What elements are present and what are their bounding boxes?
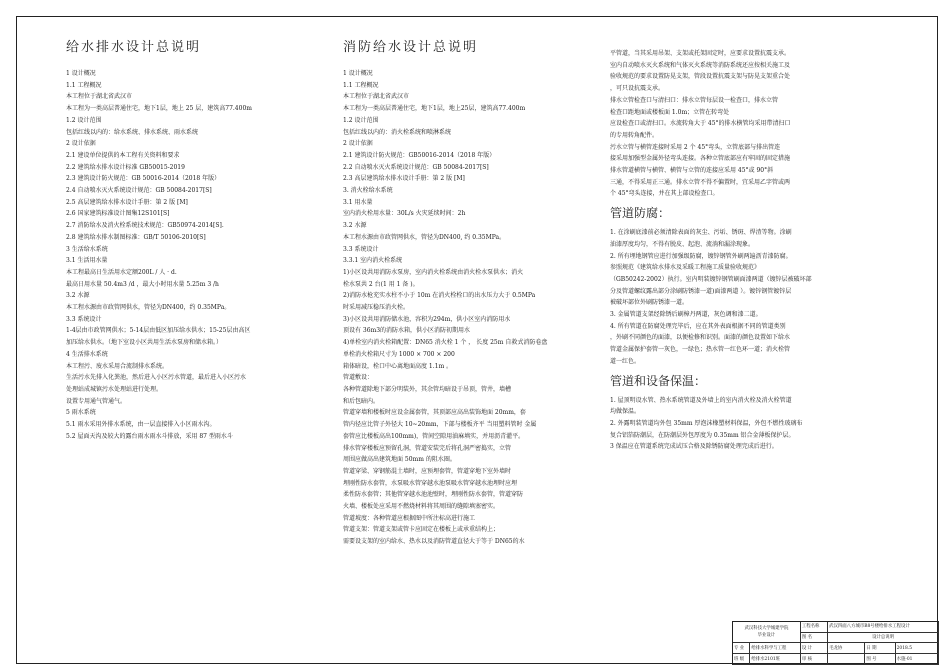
text-line: 检查口距地面或楼板面 1.0m；立管在转弯处: [610, 108, 730, 116]
text-line: 柔性防水套管；其他管穿越水池池壁时，埋刚性防水套管，管道穿防: [343, 491, 524, 499]
text-line: 顶设有 36m3的消防水箱，供小区消防初期用水: [343, 327, 471, 335]
title-block: [732, 621, 939, 665]
text-line: 3.2 水源: [343, 222, 367, 230]
text-line: 的专用转角配件。: [610, 131, 659, 139]
text-line: 管内径应比管子外径大 10~20mm，下部与楼板齐平 当用塑料管时 金属: [343, 421, 537, 429]
text-line: 5.2 屋面天沟及较大的露台雨水雨水斗排放，采用 87 型雨水斗: [66, 432, 233, 440]
insulation-body: [610, 395, 850, 454]
text-line: 1.1 工程概况: [66, 81, 102, 89]
reviewer-label: 审 核: [800, 654, 827, 665]
text-line: 参照规范《建筑给水排水及采暖工程施工质量验收规范》: [610, 264, 761, 272]
text-line: 复合铝箔防潮层，在防潮层外包厚度为 0.35mm 铝合金薄板保护层。: [610, 431, 795, 439]
text-line: 1)小区设共用消防水泵房，室内消火栓系统由消火栓水泵供水；消火: [343, 268, 524, 276]
text-line: 三通，不得采用正三通。排水立管不得不偏置时，宜采用乙字管或两: [610, 178, 791, 186]
text-line: 3)小区设共用消防储水池，容积为294m，供小区室内消防用水: [343, 315, 511, 323]
text-line: 2.5 高层建筑给水排水设计手册：第 2 版 [M]: [66, 198, 188, 206]
text-line: 1. 屋顶明设水管、热水系统管道及外墙上的室内消火栓及消火栓管道: [610, 396, 792, 404]
text-line: 最高日用水量 50.4m3 /d ，最大小时用水量 5.25m 3 /h: [66, 280, 219, 288]
text-line: 3.3 系统设计: [343, 245, 379, 253]
major-label: 专 业: [733, 643, 750, 654]
text-line: 2. 所有埋地钢管应进行加强级防腐，镀锌钢管外刷两遍沥青漆防腐。: [610, 252, 792, 260]
date-label: 日 期: [865, 643, 895, 654]
text-line: 室内自动喷水灭火系统和气体灭火系统等消防系统还应按相关施工及: [610, 61, 791, 69]
text-line: 管道穿墙和楼板时应设金属套管，其顶部应高出装饰地面 20mm，套: [343, 409, 526, 417]
text-line: 2.3 高层建筑给水排水设计手册：第 2 版 [M]: [343, 175, 465, 183]
text-line: 管道穿梁、穿钢筋混土墙时，应预埋套管，管道穿地下室外墙时: [343, 467, 512, 475]
text-line: 应设检查口或清扫口。水流转角大于 45°的排水横管均采用带清扫口: [610, 120, 791, 128]
text-line: 管道支架：管道支架或管卡应固定在楼板上或承重结构上；: [343, 526, 500, 534]
text-line: 2. 外露明装管道均外包 35mm 厚泡沫橡塑材料保温，外包不燃性玻璃布: [610, 419, 803, 427]
insulation-title: 管道和设备保温：: [610, 373, 707, 388]
text-line: 被破坏部位外刷防锈漆一道。: [610, 299, 689, 307]
text-line: 套管应比楼板高出100mm)，管间空隙用油麻填实，并用沥青灌平。: [343, 432, 525, 440]
text-line: 本工程最高日生活用水定额200L / 人 · d.: [66, 268, 177, 276]
text-line: 本工程位于湖北省武汉市: [343, 93, 410, 101]
text-line: 3 生活给水系统: [66, 245, 108, 253]
drawing-label: 图 名: [800, 632, 827, 643]
text-line: 各种管道除地下部分明装外，其余管均暗设于吊顶，管井，墙槽: [343, 385, 512, 393]
text-line: 1 设计概况: [343, 70, 373, 77]
text-line: 需要设支架的室内给水、热水以及消防管道直径大于等于 DN65的水: [343, 538, 525, 546]
text-line: 火墙、楼板处应采用不燃烧材料将其周围的缝隙填塞密实。: [343, 503, 500, 511]
designer-value: 毛龙协: [828, 643, 865, 654]
drawing-name: 设计总说明: [828, 632, 939, 643]
text-line: 栓水泵共 2 台(1 用 1 备 )。: [343, 280, 419, 288]
pipe-notes-continued: [610, 48, 850, 453]
text-line: 1.2 设计范围: [66, 116, 102, 124]
text-line: ，外刷不同颜色的面漆，以便检修和识别。面漆的颜色设置如下给水: [610, 334, 791, 342]
text-line: 生活污水先排入化粪池，然后进入小区污水管道，最后进入小区污水: [66, 374, 247, 382]
text-line: （GB50242-2002）执行。室内明装镀锌钢管刷面漆两道（镀锌层被破坏部: [610, 275, 812, 283]
text-line: 4. 所有管道在防腐处理完毕后，应在其外表面根据不同的管道类别: [610, 322, 786, 330]
project-name: 武汉四面八方城市B8号楼给排水工程设计: [828, 622, 939, 632]
sheet-label: 图 号: [865, 654, 895, 665]
section-title: 消防给水设计总说明: [343, 40, 479, 55]
reviewer-value: [828, 654, 865, 665]
text-line: 本工程为一类高层普通住宅，地下1层，地上25层，建筑高77.400m: [343, 105, 526, 113]
text-line: 3.1 用水量: [343, 198, 373, 206]
text-line: 2 设计依据: [343, 140, 373, 148]
text-line: 管道坡度：各种管道应根据图中所注标高进行施工: [343, 514, 476, 522]
text-line: 本工程污、废水采用合流制排水系统。: [66, 362, 169, 370]
date-value: 2018.5: [895, 643, 938, 654]
text-line: 周围应做高出建筑地面 50mm 的阻水圈。: [343, 456, 456, 464]
text-line: 5 雨水系统: [66, 409, 96, 417]
text-line: 排水管穿楼板应预留孔洞，管道安装完后将孔洞严密捣实，立管: [343, 444, 512, 452]
class-label: 班 级: [733, 654, 750, 665]
text-line: 1-4层由市政管网供水；5-14层由低区加压给水供水；15-25层由高区: [66, 327, 251, 335]
text-line: 2)消防水枪充实水柱不小于 10m 在消火栓栓口的出水压力大于 0.5MPa: [343, 292, 536, 300]
anticorrosion-title: 管道防腐：: [610, 206, 671, 221]
notes-body: [66, 68, 338, 443]
text-line: 1.2 设计范围: [343, 116, 379, 124]
text-line: 接采用加强型金属外径弯头连接。各种立管底部应有牢固的固定措施: [610, 155, 791, 163]
text-line: 箱体暗设，栓口中心离地面高度 1.1m 。: [343, 362, 453, 370]
text-line: 平管道，当其采用吊架、支架或托架固定时，应要求设置抗震支承。: [610, 50, 791, 57]
text-line: 2.1 建筑设计防火规范：GB50016-2014（2018 年版）: [343, 151, 496, 159]
text-line: 管道敷设：: [343, 374, 374, 382]
anticorrosion-body: [610, 227, 850, 367]
text-line: 2.2 自动喷水灭火系统设计规范：GB 50084-2017[S]: [343, 163, 489, 171]
text-line: 2.8 建筑给水排水制图标准：GB/T 50106-2010[S]: [66, 233, 206, 241]
text-line: 1. 在涂刷底漆前必须清除表面的灰尘、污垢、锈斑、焊渣等物。涂刷: [610, 229, 792, 237]
major-value: 给排水科学与工程: [750, 643, 801, 654]
text-line: 设置专用通气管通气。: [66, 397, 127, 405]
text-line: 2.4 自动喷水灭火系统设计规范：GB 50084-2017[S]: [66, 187, 212, 195]
text-line: 验收规范的要求设置防晃支架，管段设置抗震支架与防晃支架重合处: [610, 73, 791, 81]
designer-label: 设 计: [800, 643, 827, 654]
text-line: 3 保温应在管道系统完成试压合格及除锈防腐处理完成后进行。: [610, 443, 778, 451]
text-line: 2.2 建筑给水排水设计标准 GB50015-2019: [66, 163, 185, 171]
class-value: 给排水2101班: [750, 654, 801, 665]
text-line: 本工程水源由市政管网供水，管径为DN400，约 0.35MPa。: [66, 304, 231, 312]
text-line: 加压给水供水。（地下室设小区共用生活水泵房和储水箱。）: [66, 339, 223, 347]
text-line: 均做保温。: [610, 408, 641, 416]
text-line: 3.3.1 室内消火栓系统: [343, 257, 403, 265]
text-line: 污水立管与横管连接时采用 2 个 45°弯头，立管底部与排出管连: [610, 143, 781, 151]
text-line: 5.1 雨水采用外排水系统，由一层直接排入小区雨水沟。: [66, 421, 216, 429]
text-line: 油漆厚度均匀，不得有脱皮、起泡、流淌和漏涂现象。: [610, 240, 755, 248]
text-line: 2.7 消防给水及消火栓系统技术规范：GB50974-2014[S].: [66, 222, 224, 230]
text-line: 1 设计概况: [66, 70, 96, 77]
text-line: 本工程位于湖北省武汉市: [66, 93, 133, 101]
sheet-value: 水施-01: [895, 654, 938, 665]
text-line: 3.1 生活用水量: [66, 257, 108, 265]
text-line: 3. 消火栓给水系统: [343, 187, 393, 195]
text-line: 和后包暗内。: [343, 397, 380, 405]
text-line: 2.3 建筑设计防火规范：GB 50016-2014（2018 年版）: [66, 175, 221, 183]
text-line: 3.3 系统设计: [66, 315, 102, 323]
text-line: 3. 金属管道支架经除锈后刷樟丹两道，灰色调和漆二道。: [610, 311, 762, 319]
text-line: 单栓消火栓箱尺寸为 1000 × 700 × 200: [343, 350, 455, 358]
text-line: 2.1 建设单位提供的本工程有关资料和要求: [66, 151, 180, 159]
text-line: 个 45°弯头连接，并在其上部设检查口。: [610, 190, 719, 198]
text-line: 道一红色。: [610, 357, 641, 365]
water-supply-drainage-notes: [66, 32, 338, 443]
text-line: 本工程为一类高层普通住宅，地下1层，地上 25 层，建筑高77.400m: [66, 105, 252, 113]
text-line: 4)单栓室内消火栓箱配置：DN65 消火栓 1 个 ， 长度 25m 自救式消防卷盘: [343, 339, 548, 347]
text-line: 管道金属保护套管一灰色，一绿色；热水管一红色环一道；消火栓管: [610, 346, 791, 354]
text-line: 1.1 工程概况: [343, 81, 379, 89]
school-name: 武汉科技大学城建学院: [744, 626, 789, 632]
notes-body: [610, 48, 850, 200]
text-line: 埋刚性防水套管，水泵吸水管穿越水池泵吸水管穿越水池埋时应埋: [343, 479, 518, 487]
text-line: 本工程水源由市政管网供水，管径为DN400, 约 0.35MPa。: [343, 233, 506, 241]
text-line: 包括红线以内的：给水系统、排水系统、雨水系统: [66, 128, 199, 136]
text-line: 包括红线以内的：消火栓系统和喷淋系统: [343, 128, 452, 136]
text-line: 排水立管检查口与清扫口：排水立管每层设一检查口，排水立管: [610, 96, 779, 104]
text-line: ，可只设抗震支承。: [610, 85, 665, 93]
school-cell: [733, 622, 800, 643]
text-line: 2 设计依据: [66, 140, 96, 148]
text-line: 2.6 国家建筑标准设计图集12S101[S]: [66, 210, 170, 218]
project-label: 工程名称: [800, 622, 827, 632]
text-line: 分及管道螺纹露出部分涂刷防锈漆一道)面漆两道 ）。镀锌钢管镀锌层: [610, 287, 792, 295]
notes-body: [343, 68, 607, 548]
text-line: 室内消火栓用水量：30L/s 火灾延续时间：2h: [343, 210, 466, 218]
school-subtitle: 毕业设计: [757, 633, 776, 639]
section-title: 给水排水设计总说明: [66, 40, 202, 55]
fire-water-notes: [343, 32, 607, 548]
text-line: 时采用减压稳压消火栓。: [343, 304, 410, 312]
text-line: 排水管道横管与横管、横管与立管的连接应采用 45°或 90°斜: [610, 167, 774, 175]
text-line: 4 生活排水系统: [66, 350, 108, 358]
text-line: 3.2 水源: [66, 292, 90, 300]
text-line: 处理站成城镇污水处理站进行处理。: [66, 385, 163, 393]
